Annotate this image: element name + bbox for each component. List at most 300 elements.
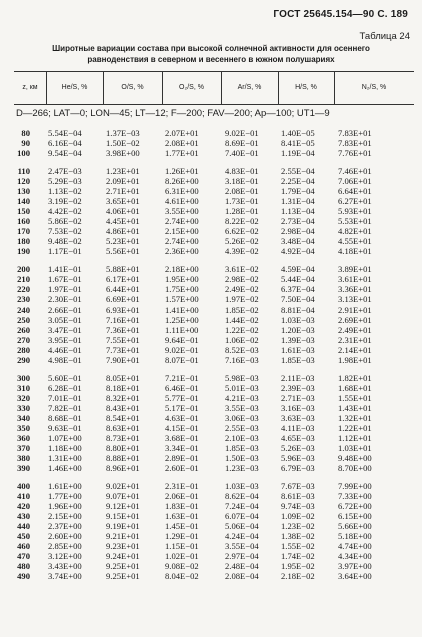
z-value: 110 bbox=[17, 166, 30, 177]
o2-value: 1.45E−01 bbox=[165, 521, 199, 532]
he-value: 4.42E−02 bbox=[48, 206, 82, 217]
table-row bbox=[0, 491, 422, 501]
z-value: 360 bbox=[17, 432, 30, 443]
ar-value: 2.08E−01 bbox=[225, 186, 259, 197]
h-value: 2.98E−04 bbox=[281, 226, 315, 237]
ar-value: 1.50E−03 bbox=[225, 452, 259, 463]
o2-value: 9.02E−01 bbox=[165, 344, 199, 355]
table-row bbox=[0, 236, 422, 246]
he-value: 5.54E−04 bbox=[48, 128, 82, 138]
he-value: 1.97E−01 bbox=[48, 284, 82, 295]
he-value: 3.19E−02 bbox=[48, 196, 82, 207]
o2-value: 1.26E+01 bbox=[165, 166, 199, 177]
h-value: 3.48E−04 bbox=[281, 236, 315, 247]
z-value: 450 bbox=[17, 531, 30, 542]
o-value: 9.21E+01 bbox=[106, 531, 140, 542]
he-value: 1.13E−02 bbox=[48, 186, 82, 197]
n2-value: 3.36E+01 bbox=[338, 284, 372, 295]
he-value: 3.74E+00 bbox=[48, 571, 82, 582]
table-row bbox=[0, 186, 422, 196]
table-row bbox=[0, 521, 422, 531]
ar-value: 7.40E−01 bbox=[225, 148, 259, 159]
n2-value: 7.06E+01 bbox=[338, 176, 372, 187]
n2-value: 3.13E+01 bbox=[338, 294, 372, 305]
z-value: 260 bbox=[17, 324, 30, 335]
table-row bbox=[0, 176, 422, 186]
table-row bbox=[0, 531, 422, 541]
he-value: 9.63E−01 bbox=[48, 422, 82, 433]
column-header-z: z, км bbox=[22, 84, 38, 91]
ar-value: 8.22E−02 bbox=[225, 216, 259, 227]
he-value: 1.07E+00 bbox=[48, 432, 82, 443]
n2-value: 3.89E+01 bbox=[338, 264, 372, 275]
o2-value: 1.75E+00 bbox=[165, 284, 199, 295]
table-row bbox=[0, 383, 422, 393]
h-value: 8.61E−03 bbox=[281, 491, 315, 501]
h-value: 1.85E−03 bbox=[281, 354, 315, 365]
h-value: 3.16E−03 bbox=[281, 402, 315, 413]
ar-value: 5.26E−02 bbox=[225, 236, 259, 247]
o2-value: 1.29E−01 bbox=[165, 531, 199, 542]
table-row bbox=[0, 561, 422, 571]
n2-value: 4.55E+01 bbox=[338, 236, 372, 247]
table-row bbox=[0, 246, 422, 256]
table-row bbox=[0, 443, 422, 453]
he-value: 3.05E−01 bbox=[48, 314, 82, 325]
he-value: 2.37E+00 bbox=[48, 521, 82, 532]
table-row bbox=[0, 551, 422, 561]
ar-value: 9.02E−01 bbox=[225, 128, 259, 138]
z-value: 390 bbox=[17, 462, 30, 473]
n2-value: 1.03E+01 bbox=[338, 442, 372, 453]
table-row bbox=[0, 501, 422, 511]
o-value: 6.17E+01 bbox=[106, 274, 140, 285]
h-value: 5.26E−03 bbox=[281, 442, 315, 453]
he-value: 3.12E+00 bbox=[48, 551, 82, 562]
o2-value: 8.26E+00 bbox=[165, 176, 199, 187]
z-value: 120 bbox=[17, 176, 30, 187]
n2-value: 1.43E+01 bbox=[338, 402, 372, 413]
o-value: 8.96E+01 bbox=[106, 462, 140, 473]
table-row bbox=[0, 138, 422, 148]
z-value: 130 bbox=[17, 186, 30, 197]
n2-value: 5.93E+01 bbox=[338, 206, 372, 217]
o-value: 9.19E+01 bbox=[106, 521, 140, 532]
o2-value: 2.89E−01 bbox=[165, 452, 199, 463]
n2-value: 2.91E+01 bbox=[338, 304, 372, 315]
page-header: ГОСТ 25645.154—90 С. 189 bbox=[273, 9, 408, 20]
ar-value: 1.22E−02 bbox=[225, 324, 259, 335]
he-value: 5.60E−01 bbox=[48, 372, 82, 383]
ar-value: 3.55E−03 bbox=[225, 402, 259, 413]
table-row bbox=[0, 481, 422, 491]
ar-value: 2.98E−02 bbox=[225, 274, 259, 285]
h-value: 1.39E−03 bbox=[281, 334, 315, 345]
h-value: 4.65E−03 bbox=[281, 432, 315, 443]
o-value: 9.25E+01 bbox=[106, 571, 140, 582]
ar-value: 4.39E−02 bbox=[225, 246, 259, 257]
o2-value: 3.55E+00 bbox=[165, 206, 199, 217]
o-value: 6.93E+01 bbox=[106, 304, 140, 315]
n2-value: 5.53E+01 bbox=[338, 216, 372, 227]
table-row bbox=[0, 148, 422, 158]
column-header-o: O/S, % bbox=[121, 84, 144, 91]
z-value: 420 bbox=[17, 501, 30, 511]
ar-value: 2.97E−04 bbox=[225, 551, 259, 562]
z-value: 170 bbox=[17, 226, 30, 237]
h-value: 1.09E−02 bbox=[281, 511, 315, 521]
h-value: 5.44E−04 bbox=[281, 274, 315, 285]
ar-value: 7.24E−04 bbox=[225, 501, 259, 511]
n2-value: 1.32E+01 bbox=[338, 412, 372, 423]
h-value: 1.40E−05 bbox=[281, 128, 315, 138]
he-value: 3.43E+00 bbox=[48, 561, 82, 572]
o2-value: 1.25E+00 bbox=[165, 314, 199, 325]
ar-value: 4.21E−03 bbox=[225, 392, 259, 403]
o-value: 8.54E+01 bbox=[106, 412, 140, 423]
he-value: 8.68E−01 bbox=[48, 412, 82, 423]
table-row bbox=[0, 274, 422, 284]
table-row bbox=[0, 284, 422, 294]
ar-value: 3.06E−03 bbox=[225, 412, 259, 423]
he-value: 5.86E−02 bbox=[48, 216, 82, 227]
table-header-rule bbox=[14, 104, 414, 105]
o2-value: 2.31E−01 bbox=[165, 481, 199, 491]
n2-value: 7.76E+01 bbox=[338, 148, 372, 159]
z-value: 460 bbox=[17, 541, 30, 552]
o-value: 5.56E+01 bbox=[106, 246, 140, 257]
o2-value: 2.08E+01 bbox=[165, 138, 199, 148]
o-value: 8.63E+01 bbox=[106, 422, 140, 433]
column-header-o2: O₂/S, % bbox=[179, 84, 204, 91]
n2-value: 6.15E+00 bbox=[338, 511, 372, 521]
h-value: 1.95E−02 bbox=[281, 561, 315, 572]
ar-value: 6.62E−02 bbox=[225, 226, 259, 237]
he-value: 7.82E−01 bbox=[48, 402, 82, 413]
z-value: 200 bbox=[17, 264, 30, 275]
he-value: 2.47E−03 bbox=[48, 166, 82, 177]
z-value: 100 bbox=[17, 148, 30, 159]
h-value: 2.71E−03 bbox=[281, 392, 315, 403]
n2-value: 3.61E+01 bbox=[338, 274, 372, 285]
z-value: 490 bbox=[17, 571, 30, 582]
he-value: 3.95E−01 bbox=[48, 334, 82, 345]
z-value: 190 bbox=[17, 246, 30, 257]
n2-value: 7.99E+00 bbox=[338, 481, 372, 491]
o2-value: 7.21E−01 bbox=[165, 372, 199, 383]
h-value: 5.96E−03 bbox=[281, 452, 315, 463]
z-value: 290 bbox=[17, 354, 30, 365]
o2-value: 1.77E+01 bbox=[165, 148, 199, 159]
z-value: 300 bbox=[17, 372, 30, 383]
he-value: 1.31E+00 bbox=[48, 452, 82, 463]
h-value: 1.19E−04 bbox=[281, 148, 315, 159]
o2-value: 4.63E−01 bbox=[165, 412, 199, 423]
h-value: 1.20E−03 bbox=[281, 324, 315, 335]
n2-value: 1.55E+01 bbox=[338, 392, 372, 403]
o-value: 9.25E+01 bbox=[106, 561, 140, 572]
h-value: 2.55E−04 bbox=[281, 166, 315, 177]
o2-value: 1.41E+00 bbox=[165, 304, 199, 315]
ar-value: 3.55E−04 bbox=[225, 541, 259, 552]
h-value: 4.11E−03 bbox=[281, 422, 315, 433]
he-value: 1.67E−01 bbox=[48, 274, 82, 285]
h-value: 1.74E−02 bbox=[281, 551, 315, 562]
column-header-n2: N₂/S, % bbox=[361, 84, 387, 91]
h-value: 4.59E−04 bbox=[281, 264, 315, 275]
n2-value: 7.83E+01 bbox=[338, 138, 372, 148]
o2-value: 9.64E−01 bbox=[165, 334, 199, 345]
o-value: 8.18E+01 bbox=[106, 382, 140, 393]
o-value: 8.05E+01 bbox=[106, 372, 140, 383]
he-value: 1.96E+00 bbox=[48, 501, 82, 511]
h-value: 1.03E−03 bbox=[281, 314, 315, 325]
h-value: 3.63E−03 bbox=[281, 412, 315, 423]
he-value: 2.66E−01 bbox=[48, 304, 82, 315]
table-row bbox=[0, 463, 422, 473]
he-value: 1.17E−01 bbox=[48, 246, 82, 257]
he-value: 1.18E+00 bbox=[48, 442, 82, 453]
ar-value: 4.83E−01 bbox=[225, 166, 259, 177]
ar-value: 2.08E−04 bbox=[225, 571, 259, 582]
he-value: 2.60E+00 bbox=[48, 531, 82, 542]
table-row bbox=[0, 511, 422, 521]
ar-value: 2.10E−03 bbox=[225, 432, 259, 443]
h-value: 1.13E−04 bbox=[281, 206, 315, 217]
n2-value: 4.74E+00 bbox=[338, 541, 372, 552]
o2-value: 2.60E−01 bbox=[165, 462, 199, 473]
table-row bbox=[0, 216, 422, 226]
o-value: 4.45E+01 bbox=[106, 216, 140, 227]
z-value: 330 bbox=[17, 402, 30, 413]
z-value: 90 bbox=[21, 138, 30, 148]
o2-value: 2.15E+00 bbox=[165, 226, 199, 237]
table-row bbox=[0, 166, 422, 176]
o2-value: 2.36E+00 bbox=[165, 246, 199, 257]
he-value: 7.53E−02 bbox=[48, 226, 82, 237]
he-value: 3.47E−01 bbox=[48, 324, 82, 335]
n2-value: 7.33E+00 bbox=[338, 491, 372, 501]
z-value: 370 bbox=[17, 442, 30, 453]
o-value: 3.98E+00 bbox=[106, 148, 140, 159]
z-value: 270 bbox=[17, 334, 30, 345]
o2-value: 1.11E+00 bbox=[165, 324, 199, 335]
he-value: 9.48E−02 bbox=[48, 236, 82, 247]
table-number: Таблица 24 bbox=[359, 31, 410, 42]
h-value: 2.73E−04 bbox=[281, 216, 315, 227]
z-value: 250 bbox=[17, 314, 30, 325]
o2-value: 8.04E−02 bbox=[165, 571, 199, 582]
he-value: 2.85E+00 bbox=[48, 541, 82, 552]
z-value: 320 bbox=[17, 392, 30, 403]
o2-value: 1.63E−01 bbox=[165, 511, 199, 521]
column-header-h: H/S, % bbox=[295, 84, 317, 91]
o-value: 4.86E+01 bbox=[106, 226, 140, 237]
h-value: 1.38E−02 bbox=[281, 531, 315, 542]
ar-value: 1.97E−02 bbox=[225, 294, 259, 305]
n2-value: 1.12E+01 bbox=[338, 432, 372, 443]
n2-value: 4.18E+01 bbox=[338, 246, 372, 257]
h-value: 2.11E−03 bbox=[281, 372, 315, 383]
ar-value: 8.52E−03 bbox=[225, 344, 259, 355]
he-value: 1.61E+00 bbox=[48, 481, 82, 491]
he-value: 4.98E−01 bbox=[48, 354, 82, 365]
caption-line-1: Широтные вариации состава при высокой солнечной активности для осеннего bbox=[52, 44, 370, 53]
z-value: 440 bbox=[17, 521, 30, 532]
o2-value: 8.07E−01 bbox=[165, 354, 199, 365]
ar-value: 1.85E−03 bbox=[225, 442, 259, 453]
z-value: 400 bbox=[17, 481, 30, 491]
z-value: 380 bbox=[17, 452, 30, 463]
table-row bbox=[0, 264, 422, 274]
table-caption bbox=[12, 43, 410, 65]
z-value: 410 bbox=[17, 491, 30, 501]
h-value: 1.55E−02 bbox=[281, 541, 315, 552]
table-row bbox=[0, 325, 422, 335]
z-value: 470 bbox=[17, 551, 30, 562]
h-value: 1.79E−04 bbox=[281, 186, 315, 197]
n2-value: 1.68E+01 bbox=[338, 382, 372, 393]
table-row bbox=[0, 315, 422, 325]
o-value: 9.12E+01 bbox=[106, 501, 140, 511]
o-value: 2.71E+01 bbox=[106, 186, 140, 197]
table-row bbox=[0, 305, 422, 315]
h-value: 2.18E−02 bbox=[281, 571, 315, 582]
n2-value: 4.34E+00 bbox=[338, 551, 372, 562]
h-value: 2.39E−03 bbox=[281, 382, 315, 393]
table-row bbox=[0, 373, 422, 383]
o2-value: 5.17E−01 bbox=[165, 402, 199, 413]
table-row bbox=[0, 345, 422, 355]
z-value: 160 bbox=[17, 216, 30, 227]
n2-value: 6.64E+01 bbox=[338, 186, 372, 197]
ar-value: 8.69E−01 bbox=[225, 138, 259, 148]
n2-value: 1.22E+01 bbox=[338, 422, 372, 433]
h-value: 1.23E−02 bbox=[281, 521, 315, 532]
table-row bbox=[0, 206, 422, 216]
table-row bbox=[0, 433, 422, 443]
z-value: 480 bbox=[17, 561, 30, 572]
ar-value: 2.48E−04 bbox=[225, 561, 259, 572]
h-value: 7.50E−04 bbox=[281, 294, 315, 305]
o2-value: 6.46E−01 bbox=[165, 382, 199, 393]
h-value: 1.61E−03 bbox=[281, 344, 315, 355]
z-value: 180 bbox=[17, 236, 30, 247]
o-value: 7.90E+01 bbox=[106, 354, 140, 365]
n2-value: 2.14E+01 bbox=[338, 344, 372, 355]
o2-value: 3.34E−01 bbox=[165, 442, 199, 453]
table-row bbox=[0, 355, 422, 365]
column-header-ar: Ar/S, % bbox=[237, 84, 262, 91]
z-value: 310 bbox=[17, 382, 30, 393]
ar-value: 4.24E−04 bbox=[225, 531, 259, 542]
h-value: 6.79E−03 bbox=[281, 462, 315, 473]
he-value: 5.29E−03 bbox=[48, 176, 82, 187]
o-value: 4.06E+01 bbox=[106, 206, 140, 217]
ar-value: 1.06E−02 bbox=[225, 334, 259, 345]
o-value: 9.15E+01 bbox=[106, 511, 140, 521]
n2-value: 7.46E+01 bbox=[338, 166, 372, 177]
n2-value: 9.48E+00 bbox=[338, 452, 372, 463]
o2-value: 4.61E+00 bbox=[165, 196, 199, 207]
table-row bbox=[0, 453, 422, 463]
o-value: 9.07E+01 bbox=[106, 491, 140, 501]
table-row bbox=[0, 226, 422, 236]
ar-value: 5.06E−04 bbox=[225, 521, 259, 532]
o-value: 6.44E+01 bbox=[106, 284, 140, 295]
table-row bbox=[0, 571, 422, 581]
ar-value: 1.23E−03 bbox=[225, 462, 259, 473]
o-value: 2.09E+01 bbox=[106, 176, 140, 187]
ar-value: 2.55E−03 bbox=[225, 422, 259, 433]
table-row bbox=[0, 423, 422, 433]
he-value: 4.46E−01 bbox=[48, 344, 82, 355]
o2-value: 1.95E+00 bbox=[165, 274, 199, 285]
o-value: 7.73E+01 bbox=[106, 344, 140, 355]
n2-value: 5.18E+00 bbox=[338, 531, 372, 542]
o-value: 1.50E−02 bbox=[106, 138, 140, 148]
table-row bbox=[0, 393, 422, 403]
column-header-he: He/S, % bbox=[61, 84, 88, 91]
o-value: 1.23E+01 bbox=[106, 166, 140, 177]
h-value: 1.31E−04 bbox=[281, 196, 315, 207]
o2-value: 2.74E+00 bbox=[165, 216, 199, 227]
z-value: 140 bbox=[17, 196, 30, 207]
z-value: 430 bbox=[17, 511, 30, 521]
o2-value: 9.08E−02 bbox=[165, 561, 199, 572]
ar-value: 1.28E−01 bbox=[225, 206, 259, 217]
o2-value: 5.77E−01 bbox=[165, 392, 199, 403]
o-value: 7.55E+01 bbox=[106, 334, 140, 345]
z-value: 220 bbox=[17, 284, 30, 295]
n2-value: 6.72E+00 bbox=[338, 501, 372, 511]
n2-value: 2.49E+01 bbox=[338, 324, 372, 335]
he-value: 1.77E+00 bbox=[48, 491, 82, 501]
z-value: 80 bbox=[21, 128, 30, 138]
n2-value: 2.69E+01 bbox=[338, 314, 372, 325]
h-value: 6.37E−04 bbox=[281, 284, 315, 295]
o-value: 5.88E+01 bbox=[106, 264, 140, 275]
o-value: 9.23E+01 bbox=[106, 541, 140, 552]
h-value: 4.92E−04 bbox=[281, 246, 315, 257]
n2-value: 2.31E+01 bbox=[338, 334, 372, 345]
ar-value: 6.07E−04 bbox=[225, 511, 259, 521]
ar-value: 1.85E−02 bbox=[225, 304, 259, 315]
z-value: 350 bbox=[17, 422, 30, 433]
o2-value: 2.18E+00 bbox=[165, 264, 199, 275]
he-value: 6.28E−01 bbox=[48, 382, 82, 393]
z-value: 340 bbox=[17, 412, 30, 423]
o-value: 7.36E+01 bbox=[106, 324, 140, 335]
o-value: 7.16E+01 bbox=[106, 314, 140, 325]
n2-value: 3.97E+00 bbox=[338, 561, 372, 572]
ar-value: 5.98E−03 bbox=[225, 372, 259, 383]
h-value: 8.41E−05 bbox=[281, 138, 315, 148]
table-row bbox=[0, 413, 422, 423]
o2-value: 3.68E−01 bbox=[165, 432, 199, 443]
o-value: 8.32E+01 bbox=[106, 392, 140, 403]
n2-value: 7.83E+01 bbox=[338, 128, 372, 138]
n2-value: 8.70E+00 bbox=[338, 462, 372, 473]
model-conditions: D—266; LAT—0; LON—45; LT—12; F—200; FAV—200; Ap—100; UT1—9 bbox=[16, 108, 330, 119]
z-value: 280 bbox=[17, 344, 30, 355]
o-value: 8.80E+01 bbox=[106, 442, 140, 453]
o2-value: 4.15E−01 bbox=[165, 422, 199, 433]
he-value: 1.41E−01 bbox=[48, 264, 82, 275]
o2-value: 1.57E+00 bbox=[165, 294, 199, 305]
h-value: 2.25E−04 bbox=[281, 176, 315, 187]
z-value: 210 bbox=[17, 274, 30, 285]
